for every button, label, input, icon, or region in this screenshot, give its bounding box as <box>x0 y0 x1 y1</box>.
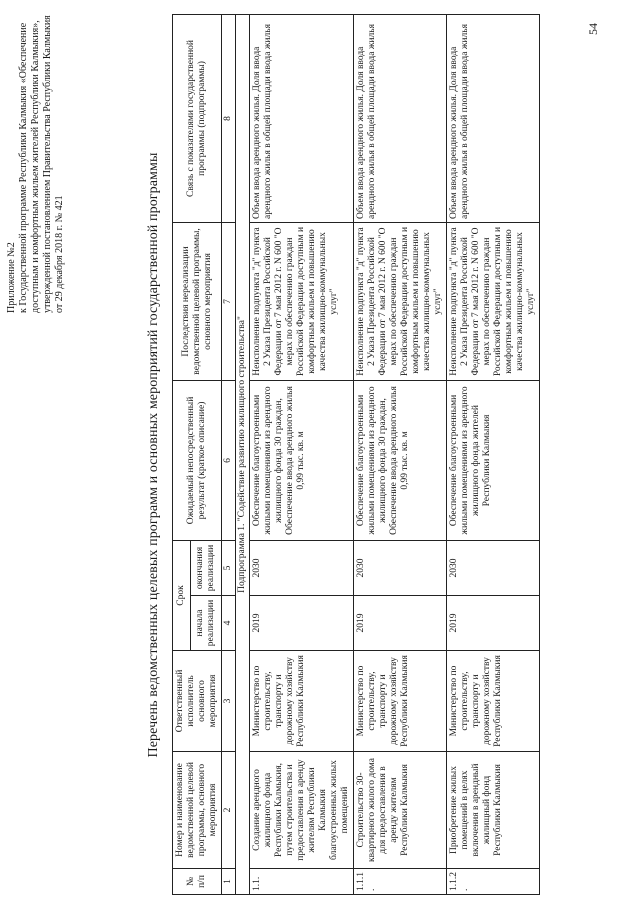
col-number: 1 <box>222 869 236 895</box>
col-number: 2 <box>222 752 236 869</box>
row-end: 2030 <box>447 540 540 595</box>
row-start: 2019 <box>250 596 354 651</box>
appendix-block <box>6 13 66 313</box>
row-executor: Министерство по строительству, транспорту и дорожному хозяйству Республики Калмыкия <box>447 651 540 752</box>
appendix-text: к Государственной программе Республики Калмыкия «Обеспечение доступным и комфортным жильем жителей Республики Калмыкия», утвержденной постановлением Правительства Республики Калмыкия <box>18 15 53 313</box>
header-term: Срок <box>173 540 191 650</box>
row-end: 2030 <box>354 540 447 595</box>
header-executor: Ответственный исполнитель основного мероприятия <box>173 651 222 752</box>
row-executor: Министерство по строительству, транспорту и дорожному хозяйству Республики Калмыкия <box>354 651 447 752</box>
programs-table <box>172 14 540 895</box>
row-end: 2030 <box>250 540 354 595</box>
row-num: 1.1.2. <box>447 869 540 895</box>
appendix-title: Приложение №2 <box>6 242 17 313</box>
row-link: Объем ввода арендного жилья. Доля ввода арендного жилья в общей площади ввода жилья <box>447 14 540 222</box>
row-link: Объем ввода арендного жилья. Доля ввода арендного жилья в общей площади ввода жилья <box>250 14 354 222</box>
header-result: Ожидаемый непосредственный результат (краткое описание) <box>173 380 222 540</box>
col-number: 3 <box>222 651 236 752</box>
row-start: 2019 <box>354 596 447 651</box>
header-link: Связь с показателями государственной программы (подпрограммы) <box>173 14 222 222</box>
row-link: Объем ввода арендного жилья. Доля ввода арендного жилья в общей площади ввода жилья <box>354 14 447 222</box>
header-end: окончания реализации <box>191 540 222 595</box>
table-row <box>354 14 447 894</box>
subprogram-title: Подпрограмма 1. "Содействие развитию жилищного строительства" <box>236 14 250 894</box>
col-number: 5 <box>222 540 236 595</box>
row-result: Обеспечение благоустроенными жилыми помещениями из арендного жилищного фонда жителей Республики Калмыкия <box>447 380 540 540</box>
header-consequences: Последствия нереализации ведомственной целевой программы, основного мероприятия <box>173 222 222 380</box>
row-num: 1.1.1. <box>354 869 447 895</box>
col-number: 4 <box>222 596 236 651</box>
table-row <box>250 14 354 894</box>
col-number: 6 <box>222 380 236 540</box>
row-name: Приобретение жилых помещений в целях включения в арендный жилищный фонд Республики Калмыкия <box>447 752 540 869</box>
row-executor: Министерство по строительству, транспорту и дорожному хозяйству Республики Калмыкия <box>250 651 354 752</box>
header-name: Номер и наименование ведомственной целевой программы, основного мероприятия <box>173 752 222 869</box>
header-start: начала реализации <box>191 596 222 651</box>
appendix-date: от 29 декабря 2018 г. № 421 <box>54 195 65 313</box>
page-title: Перечень ведомственных целевых программ и основных мероприятий государственной программы <box>146 152 161 758</box>
row-start: 2019 <box>447 596 540 651</box>
row-num: 1.1. <box>250 869 354 895</box>
row-consequences: Неисполнение подпункта "д" пункта 2 Указа Президента Российской Федерации от 7 мая 2012 г. N 600 "О мерах по обеспечению граждан Российской Федерации доступным и комфортным жильем и повышению качества жилищно-коммунальных услуг" <box>447 222 540 380</box>
row-consequences: Неисполнение подпункта "д" пункта 2 Указа Президента Российской Федерации от 7 мая 2012 г. N 600 "О мерах по обеспечению граждан Российской Федерации доступным и комфортным жильем и повышению качества жилищно-коммунальных услуг" <box>250 222 354 380</box>
table-row <box>447 14 540 894</box>
col-number: 8 <box>222 14 236 222</box>
page-number: 54 <box>586 23 600 35</box>
row-result: Обеспечение благоустроенными жилыми помещениями из арендного жилищного фонда 30 граждан, Обеспечение ввода арендного жилья 0,99 тыс. кв. м <box>354 380 447 540</box>
row-consequences: Неисполнение подпункта "д" пункта 2 Указа Президента Российской Федерации от 7 мая 2012 г. N 600 "О мерах по обеспечению граждан Российской Федерации доступным и комфортным жильем и повышению качества жилищно-коммунальных услуг" <box>354 222 447 380</box>
col-number: 7 <box>222 222 236 380</box>
row-name: Строительство 30-квартирного жилого дома для предоставления в аренду жителям Республики Калмыкия <box>354 752 447 869</box>
header-num: № п/п <box>173 869 222 895</box>
row-result: Обеспечение благоустроенными жилыми помещениями из арендного жилищного фонда 30 граждан, Обеспечение ввода арендного жилья 0,99 тыс. кв. м <box>250 380 354 540</box>
row-name: Создание арендного жилищного фонда Республики Калмыкия, путем строительства и предоставления в аренду жителям Республики Калмыкия благоустроенных жилых помещений <box>250 752 354 869</box>
